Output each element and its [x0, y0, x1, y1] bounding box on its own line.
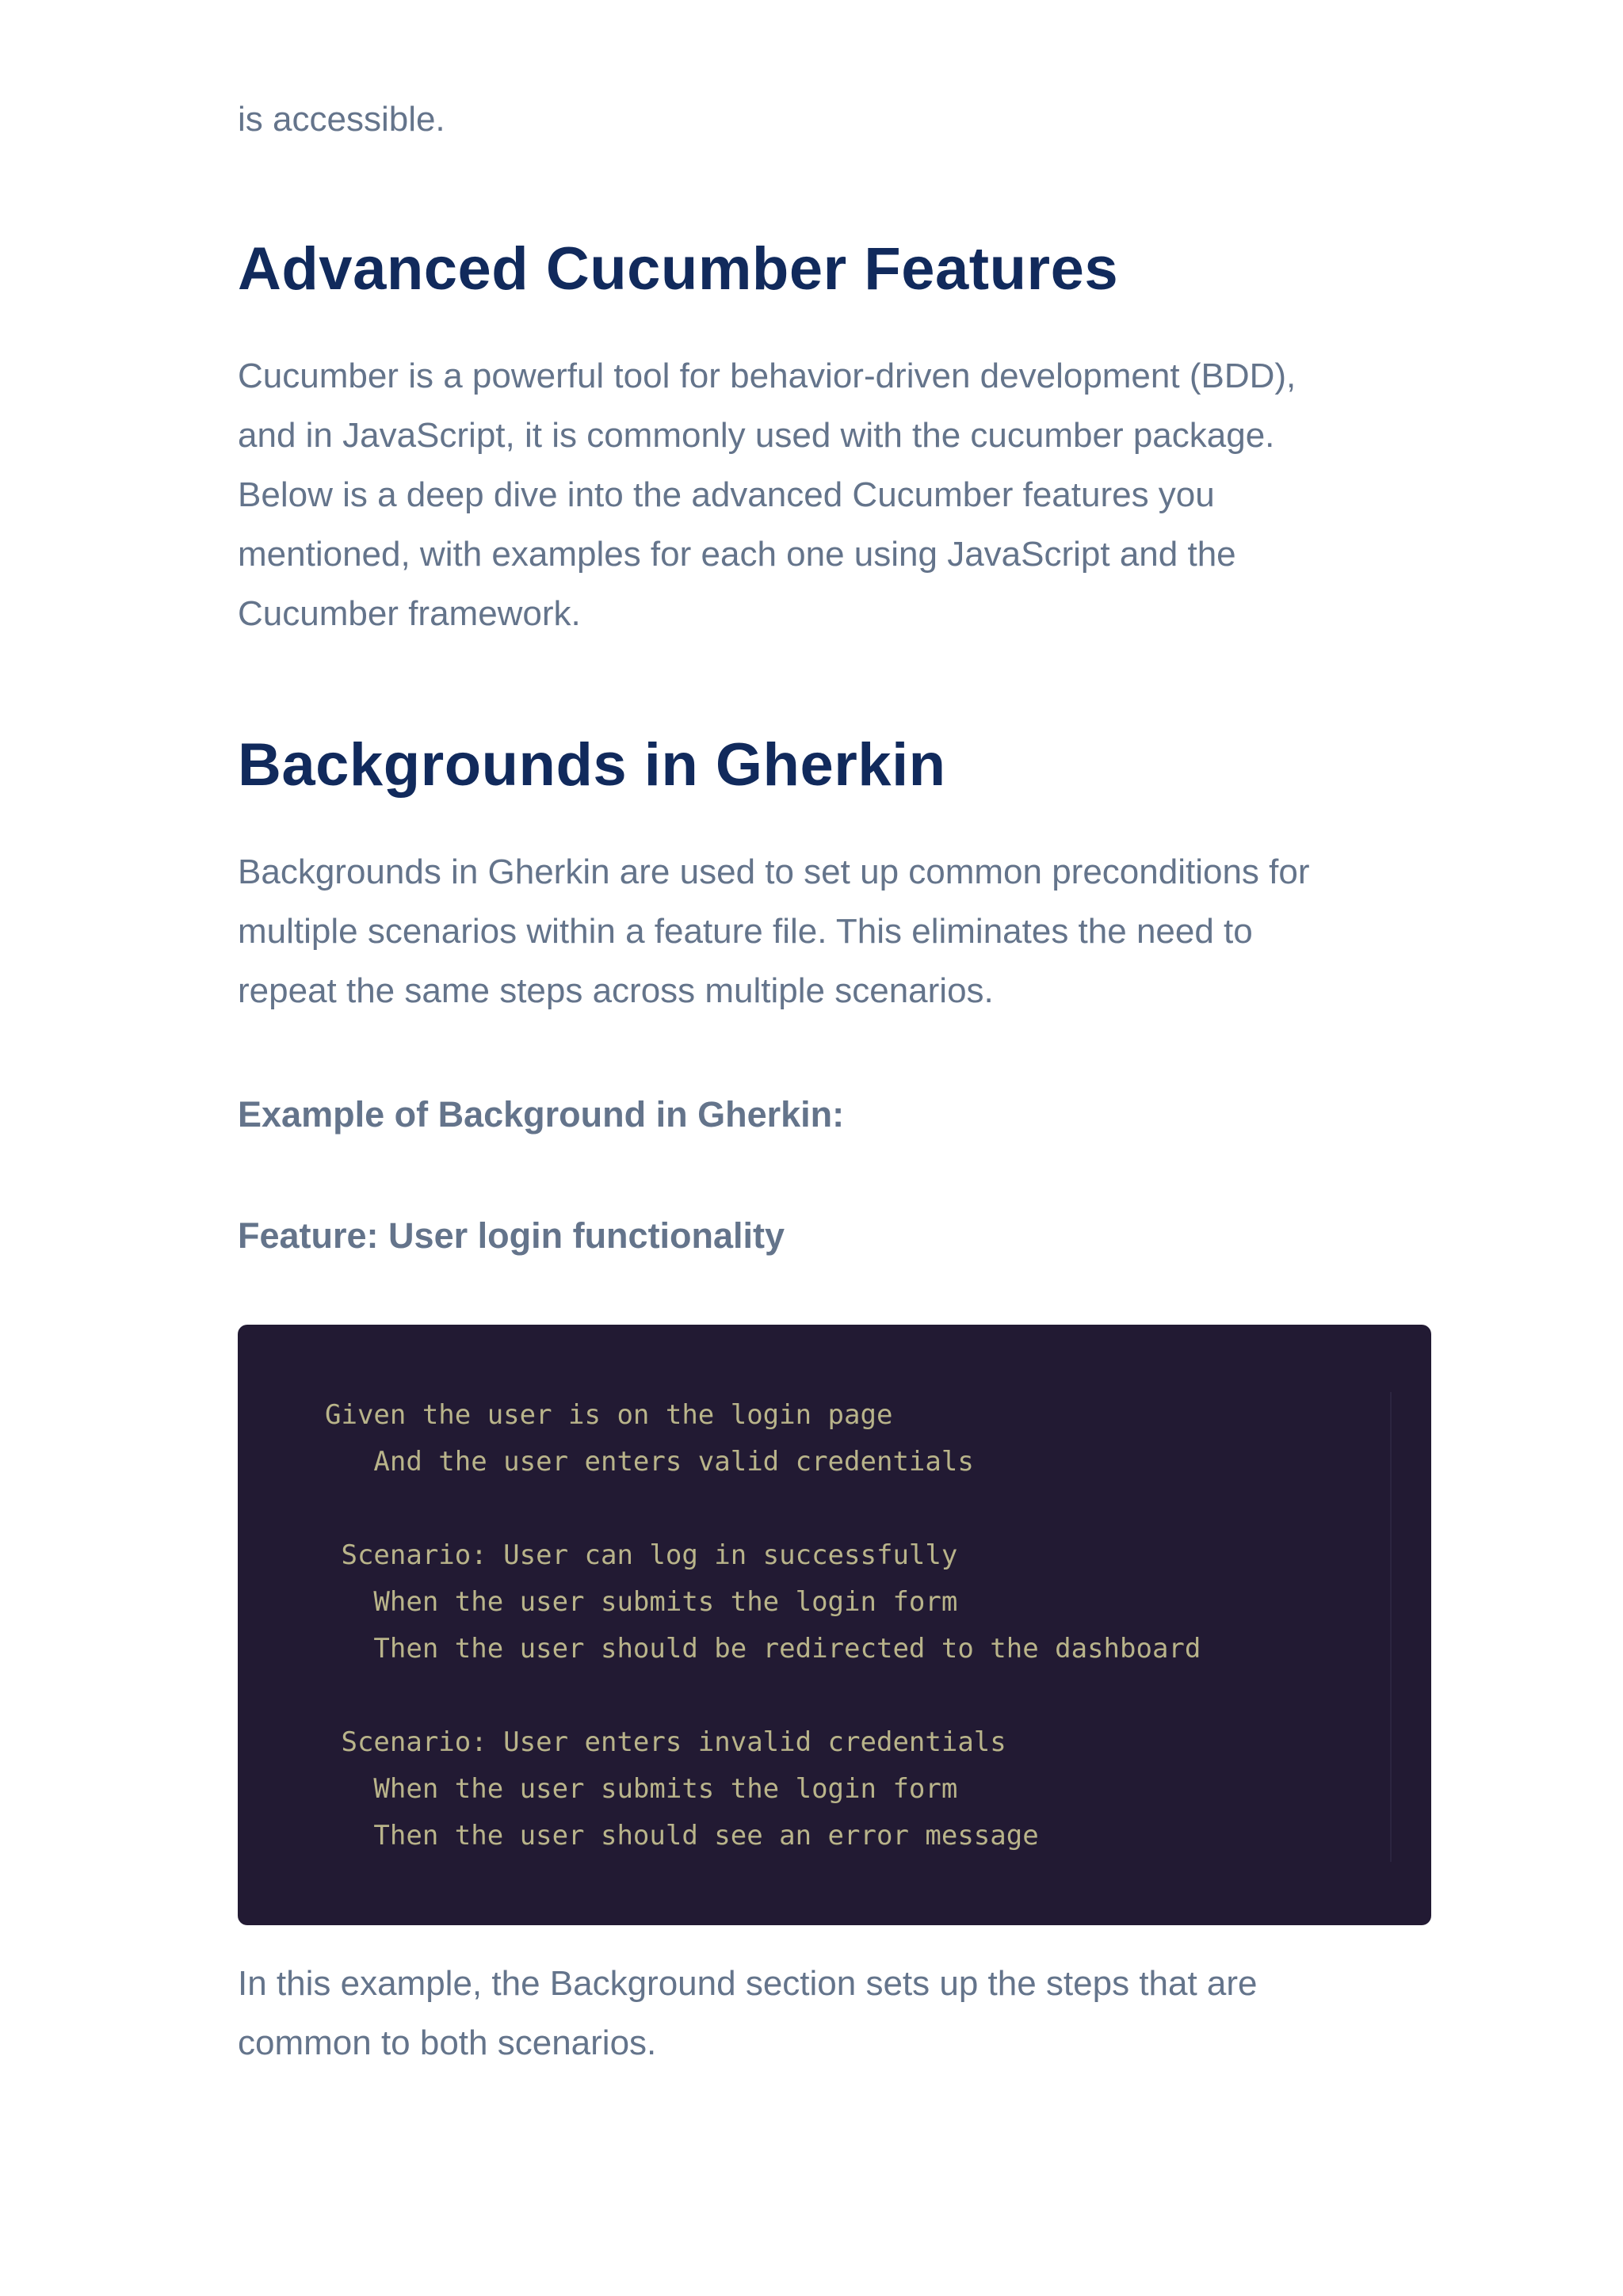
paragraph-conclusion — [238, 1954, 1442, 2073]
code-line: Then the user should see an error message — [325, 1820, 1039, 1852]
heading-backgrounds-in-gherkin: Backgrounds in Gherkin — [238, 731, 946, 799]
code-line — [325, 1672, 1390, 1719]
code-line: Scenario: User enters invalid credentials — [325, 1726, 1006, 1758]
paragraph-line: Cucumber is a powerful tool for behavior-driven development (BDD), — [238, 357, 1296, 395]
paragraph-line: In this example, the Background section sets up the steps that are — [238, 1964, 1258, 2003]
code-content — [325, 1392, 1392, 1862]
paragraph-line: common to both scenarios. — [238, 2023, 657, 2062]
paragraph-line: multiple scenarios within a feature file. This eliminates the need to — [238, 912, 1253, 951]
code-line: When the user submits the login form — [325, 1586, 958, 1618]
paragraph-line: mentioned, with examples for each one using JavaScript and the — [238, 535, 1236, 574]
paragraph-line: repeat the same steps across multiple scenarios. — [238, 971, 994, 1010]
code-line: Given the user is on the login page — [325, 1399, 893, 1431]
paragraph-advanced-intro — [238, 346, 1442, 643]
example-label: Example of Background in Gherkin: — [238, 1094, 845, 1135]
paragraph-line: Below is a deep dive into the advanced Cucumber features you — [238, 475, 1215, 514]
code-line: And the user enters valid credentials — [325, 1446, 974, 1478]
code-block[interactable] — [238, 1325, 1431, 1925]
intro-fragment: is accessible. — [238, 100, 445, 139]
heading-advanced-cucumber-features: Advanced Cucumber Features — [238, 235, 1119, 303]
code-line: Then the user should be redirected to the dashboard — [325, 1633, 1201, 1665]
code-line: Scenario: User can log in successfully — [325, 1539, 958, 1571]
paragraph-line: and in JavaScript, it is commonly used with the cucumber package. — [238, 416, 1275, 455]
code-line: When the user submits the login form — [325, 1773, 958, 1805]
paragraph-line: Backgrounds in Gherkin are used to set up common preconditions for — [238, 852, 1310, 891]
paragraph-backgrounds-intro — [238, 842, 1442, 1020]
paragraph-line: Cucumber framework. — [238, 594, 581, 633]
feature-label: Feature: User login functionality — [238, 1215, 785, 1256]
code-line — [325, 1486, 1390, 1532]
